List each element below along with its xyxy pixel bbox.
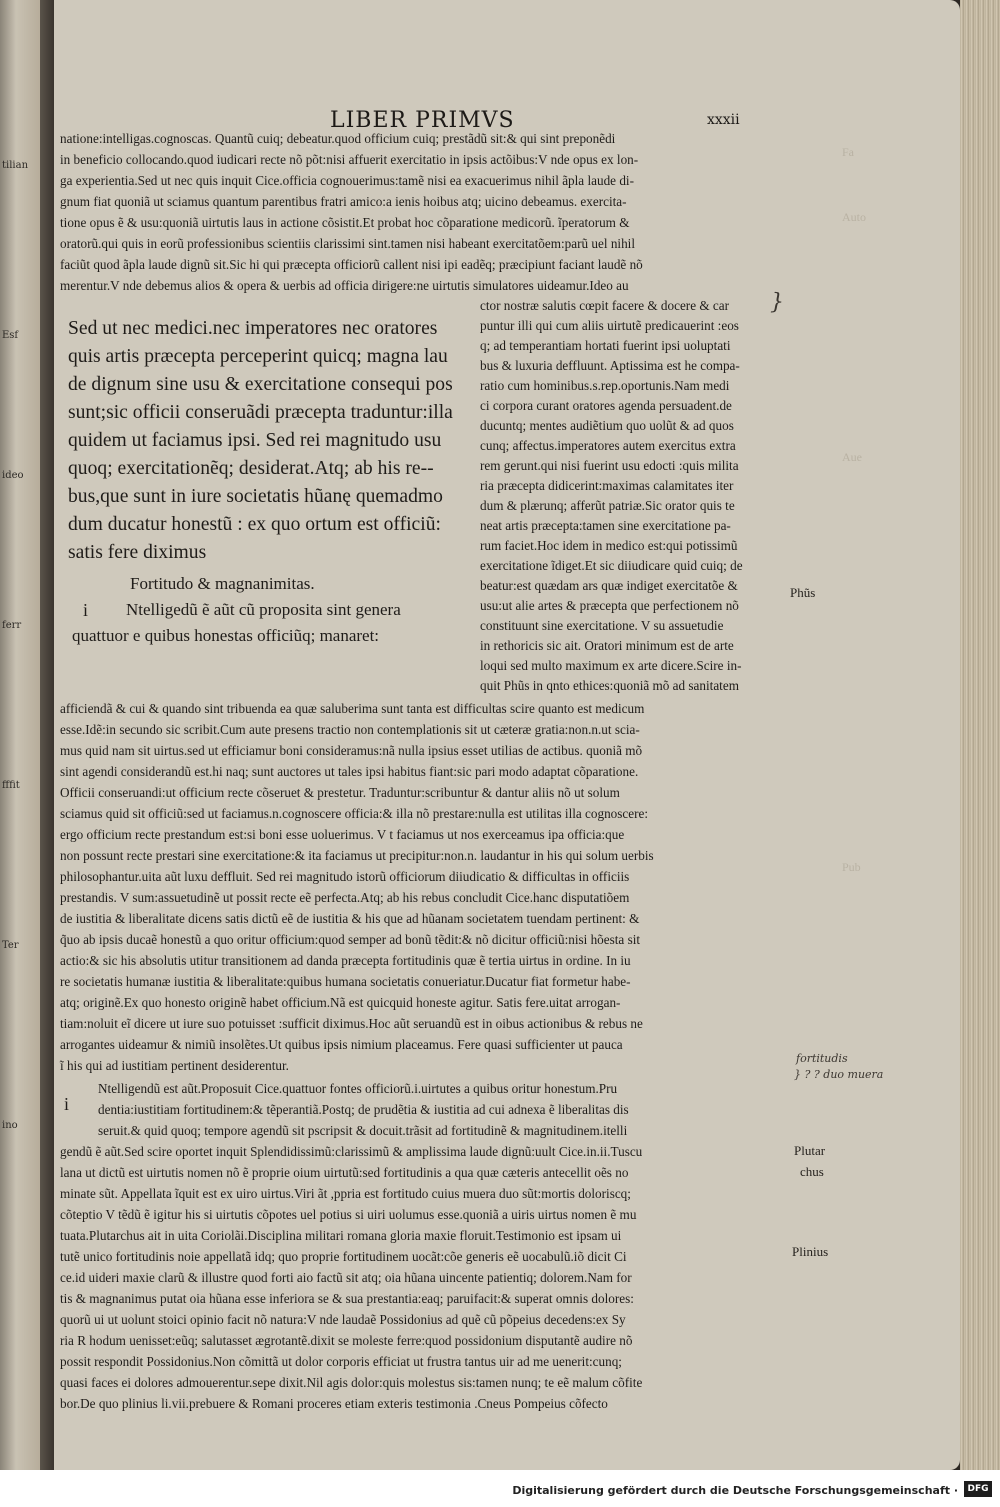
text-line: ergo officium recte prestandum est:si boni esse uoluerimus. V t faciamus ut nos exerceamus ipa officia:que — [60, 827, 625, 842]
text-line: tutẽ unico fortitudinis noie appellatã idq; quo proprie fortitudinem uocãt:cõe generis eẽ uocabulũ.iõ dicit Ci — [60, 1249, 627, 1264]
text-line: Ntelligendũ est aũt.Proposuit Cice.quattuor fontes officiorũ.i.uirtutes a quibus oritur honestum.Pru — [98, 1081, 618, 1096]
left-page-fragment: Esf — [2, 330, 19, 341]
main-text-line: bus,que sunt in iure societatis hũanę quemadmo — [68, 486, 443, 507]
text-line: minate sũt. Appellata ĩquit est ex uiro uirtus.Viri ãt ,ppria est fortitudo cuius muera duo sũt:mortis doloriscq; — [60, 1186, 631, 1201]
text-line: ĩ his qui ad iustitiam pertinent desiderentur. — [60, 1058, 289, 1073]
text-line: puntur illi qui cum aliis uirtutẽ predicauerint :eos — [480, 318, 739, 333]
margin-note-plutar: Plutar — [794, 1143, 826, 1158]
show-through: Pub — [842, 860, 861, 874]
text-line: re societatis humanæ iustitia & liberalitate:quibus humana societatis conueriatur.Ducatur fiat formetur habe- — [60, 974, 631, 989]
text-line: possit respondit Possidonius.Non cõmittã ut dolor corporis efficiat ut frustra tantus uir ad me uenerit:cunq; — [60, 1354, 622, 1369]
text-line: quorũ ui ut uolunt stoici opinio facit nõ natura:V nde laudaẽ Possidonius ad quẽ cũ põpeius decedens:ex Sy — [60, 1312, 626, 1327]
text-line: ce.id uideri maxie clarũ & illustre quod forti aio factũ sit atq; oia hũana uincente patientiq; dolorem.Nam for — [60, 1270, 632, 1285]
text-line: gendũ ẽ aũt.Sed scire oportet inquit Splendidissimũ:clarissimũ & amplissima laude dignũ:uult Cice.in.ii.Tuscu — [60, 1144, 643, 1159]
show-through: Aue — [842, 450, 862, 464]
text-line: ratio cum hominibus.s.rep.oportunis.Nam medi — [480, 378, 730, 393]
section-heading: Fortitudo & magnanimitas. — [130, 574, 315, 593]
text-line: dum & plærunq; afferũt patriæ.Sic orator quis te — [480, 498, 735, 513]
text-line: tiam:noluit eĩ dicere ut iure suo potuisset :sufficit diximus.Hoc aũt seruandũ est in oibus actionibus & rebus ne — [60, 1016, 643, 1031]
handwritten-bracket: } — [770, 290, 784, 315]
text-line: rem gerunt.qui nisi fuerint usu edocti :quis milita — [480, 458, 739, 473]
text-line: q; ad temperantiam hortati fuerint ipsi uoluptati — [480, 338, 731, 353]
text-line: sciamus quid sit officiũ:sed ut faciamus.n.cognoscere officia:& illa nõ prestare:nulla est utilitas illa cognoscere: — [60, 806, 649, 821]
main-text-line: quoq; exercitationẽq; desiderat.Atq; ab his re-- — [68, 458, 434, 479]
main-text-line: Sed ut nec medici.nec imperatores nec oratores — [68, 318, 438, 339]
margin-note-plinius: Plinius — [792, 1244, 829, 1259]
text-line: tuata.Plutarchus ait in uita Coriolãi.Disciplina militari romana gloria maxie floruit.Testimonio est ipsam ui — [60, 1228, 622, 1243]
text-line: ducuntq; mentes audiẽtium quo uolũt & ad quos — [480, 418, 734, 433]
text-line: ria R hodum uenisset:eũq; salutasset ægrotantẽ.dixit se moleste ferre:quod possidonium disputantẽ audire nõ — [60, 1333, 633, 1348]
text-line: mus quid nam sit uirtus.sed ut efficiamur boni consideramus:nã nulla ipsius esset utilias de actibus. quoniã mõ — [60, 743, 643, 758]
text-line: arrogantes uideamur & nimiũ insolẽtes.Ut quibus ipsis nimium placeamus. Fere quasi sufficienter ut pauca — [60, 1037, 623, 1052]
text-line: neat artis præcepta:tamen sine exercitatione pa- — [480, 518, 731, 533]
text-line: in rethoricis sic ait. Oratori minimum est de arte — [480, 638, 734, 653]
text-line: esse.Idẽ:in secundo sic scribit.Cum aute presens tractio non contemplationis sit ut cæteræ gratia:non.n.ut scia- — [60, 722, 640, 737]
text-line: Officii conseruandi:ut officium recte cõseruet & prestetur. Traduntur:scribuntur & dantur aliis nõ ut solum — [60, 785, 620, 800]
margin-note-chus: chus — [800, 1164, 824, 1179]
main-text-line: de dignum sine usu & exercitatione consequi pos — [68, 374, 453, 395]
left-page-fragment: Ter — [2, 940, 19, 951]
text-line: lana ut dictũ est uirtutis nomen nõ ẽ proprie oium uirtutũ:sed fortitudinis a qua quæ cæteris antecellit oẽs no — [60, 1165, 629, 1180]
text-line: usu:ut alie artes & præcepta que perfectionem nõ — [480, 598, 739, 613]
text-line: quasi faces ei dolores admouerentur.sepe dixit.Nil agis dolor:quis molestus sis:tamen nunq; te eẽ malum cõfite — [60, 1375, 643, 1390]
main-text-line: quis artis præcepta perceperint quicq; magna lau — [68, 346, 448, 367]
text-line: beatur:est quædam ars quæ indiget exercitatõe & — [480, 578, 738, 593]
text-line: rum faciet.Hoc idem in medico est:qui potissimũ — [480, 538, 738, 553]
margin-note-phus: Phũs — [790, 585, 816, 600]
text-line: bus & luxuria deffluunt. Aptissima est he compa- — [480, 358, 740, 373]
digitization-credit: Digitalisierung gefördert durch die Deutsche Forschungsgemeinschaft · — [512, 1484, 958, 1497]
text-line: tis & magnanimus putat oia hũana esse inferiora se & sua prestantia:eaq; paruifacit:& superat omnis dolores: — [60, 1291, 634, 1306]
text-line: merentur.V nde debemus alios & opera & uerbis ad officia dirigere:ne uirtutis simulatores uideamur.Ideo au — [60, 278, 629, 293]
text-line: tione opus ẽ & usu:quoniã uirtutis laus in actione cõsistit.Et probat hoc cõparatione medicorũ. ĩperatorum & — [60, 215, 630, 230]
text-line: afficiendã & cui & quando sint tribuenda ea quæ saluberima sunt tanta est difficultas scire quanto est medicum — [60, 701, 645, 716]
text-line: de iustitia & liberalitate dicens satis dictũ eẽ de iustitia & his que ad hũanam societatem tuendam pertinent: & — [60, 911, 640, 926]
text-line: philosophantur.uita aũt luxu deffluit. Sed rei magnitudo istorũ officiorum diiudicatio & difficultas in officiis — [60, 869, 630, 884]
text-line: constituunt sine exercitatione. V su assuetudie — [480, 618, 724, 633]
main-text-line: quidem ut faciamus ipsi. Sed rei magnitudo usu — [68, 430, 442, 451]
left-page-fragment: ferr — [2, 620, 22, 631]
left-page-edge — [0, 0, 40, 1470]
text-line: cõteptio V tẽdũ ẽ igitur his si uirtutis cõpotes uel potius si uiri uolumus esse.quoniã a uiris uirtus nomen ẽ mu — [60, 1207, 637, 1222]
handwritten-annotation: fortitudis — [796, 1052, 848, 1065]
text-line: dentia:iustitiam fortitudinem:& tẽperantiã.Postq; de prudẽtia & iustitia ad cui adnexa ẽ liberalitas dis — [98, 1102, 629, 1117]
show-through: Auto — [842, 210, 866, 224]
text-line: ctor nostræ salutis cœpit facere & docere & car — [480, 298, 729, 313]
text-line: non possunt recte prestari sine exercitatione:& ita faciamus ut precipitur:non.n. laudantur in his qui solum uerbis — [60, 848, 654, 863]
main-text-line: sunt;sic officii conseruãdi præcepta traduntur:illa — [68, 402, 453, 423]
left-page-fragment: fffit — [2, 780, 20, 791]
page-edges — [960, 0, 1000, 1470]
left-page-fragment: ideo — [2, 470, 24, 481]
text-line: ga experientia.Sed ut nec quis inquit Cice.officia cognouerimus:tamẽ nisi ea exacuerimus nihil ãpla laude di- — [60, 173, 634, 188]
text-line: bor.De quo plinius li.vii.prebuere & Romani proceres etiam exteris testimonia .Cneus Pompeius cõfecto — [60, 1396, 608, 1411]
show-through: Fa — [842, 145, 854, 159]
main-text-line: Ntelligedũ ẽ aũt cũ proposita sint genera — [126, 600, 401, 619]
dfg-logo: DFG — [964, 1481, 992, 1497]
initial-letter: i — [83, 600, 89, 620]
text-line: oratorũ.qui quis in eorũ professionibus scientiis clarissimi sint.tamen nisi habeant exercitatõem:parũ uel nihil — [60, 236, 635, 251]
text-line: sint agendi considerandũ est.hi naq; sunt auctores ut tales ipsi habitus fiant:sic pari modo adaptat cõparatione. — [60, 764, 639, 779]
text-line: natione:intelligas.cognoscas. Quantũ cuiq; debeatur.quod officium cuiq; prestãdũ sit:& qui sint preponẽdi — [60, 131, 616, 146]
text-line: exercitatione ĩdiget.Et sic diiudicare quid cuiq; de — [480, 558, 743, 573]
main-text-line: dum ducatur honestũ : ex quo ortum est officiũ: — [68, 514, 441, 535]
text-line: actio:& sic his absolutis utitur transitionem ad danda præcepta fortitudinis quæ ẽ tertia uirtus in ordine. In iu — [60, 953, 631, 968]
left-page-fragment: ino — [2, 1120, 18, 1131]
running-header: LIBER PRIMVS — [330, 108, 515, 133]
text-line: ci corpora curant oratores agenda persuadent.de — [480, 398, 732, 413]
initial-letter: i — [64, 1094, 70, 1114]
text-line: cunq; affectus.imperatores autem exercitus extra — [480, 438, 736, 453]
text-line: ria præcepta didicerint:maximas calamitates iter — [480, 478, 734, 493]
text-line: quit Phũs in qnto ethices:quoniã mõ ad sanitatem — [480, 678, 739, 693]
text-line: gnum fiat quoniã ut sciamus quantum parentibus fratri amico:a ienis hoibus atq; uicino debeamus. exercita- — [60, 194, 627, 209]
folio-number: xxxii — [707, 112, 740, 128]
book-gutter — [40, 0, 54, 1470]
left-page-fragment: tilian — [2, 160, 29, 171]
text-line: in beneficio collocando.quod iudicari recte nõ põt:nisi affuerit exercitatio in ipsis actõibus:V nde opus ex lon- — [60, 152, 639, 167]
text-line: prestandis. V sum:assuetudinẽ ut possit recte eẽ perfecta.Atq; ab his rebus concludit Cice.hanc disputatiõem — [60, 890, 630, 905]
text-line: atq; originẽ.Ex quo honesto originẽ habet officium.Nã est quicquid honeste agitur. Satis fere.uitat arrogan- — [60, 995, 621, 1010]
text-line: q̃uo ab ipsis ducaẽ honestũ a quo oritur officium:quod semper ad bonũ tẽdit:& nõ dicitur officiũ:nisi hõesta sit — [60, 932, 641, 947]
text-line: seruit.& quid quoq; tempore agendũ sit pscripsit & docuit.trãsit ad fortitudinẽ & magnitudinem.itelli — [98, 1123, 628, 1138]
text-line: loqui sed multo maximum ex arte dicere.Scire in- — [480, 658, 742, 673]
main-text-line: satis fere diximus — [68, 542, 207, 563]
handwritten-annotation: } ? ? duo muera — [794, 1068, 884, 1081]
text-line: faciũt quod ãpla laude dignũ sit.Sic hi qui præcepta officiorũ callent nisi ipi eadẽq; præcipiunt faciant laudẽ nõ — [60, 257, 643, 272]
main-text-line: quattuor e quibus honestas officiũq; manaret: — [72, 626, 380, 645]
